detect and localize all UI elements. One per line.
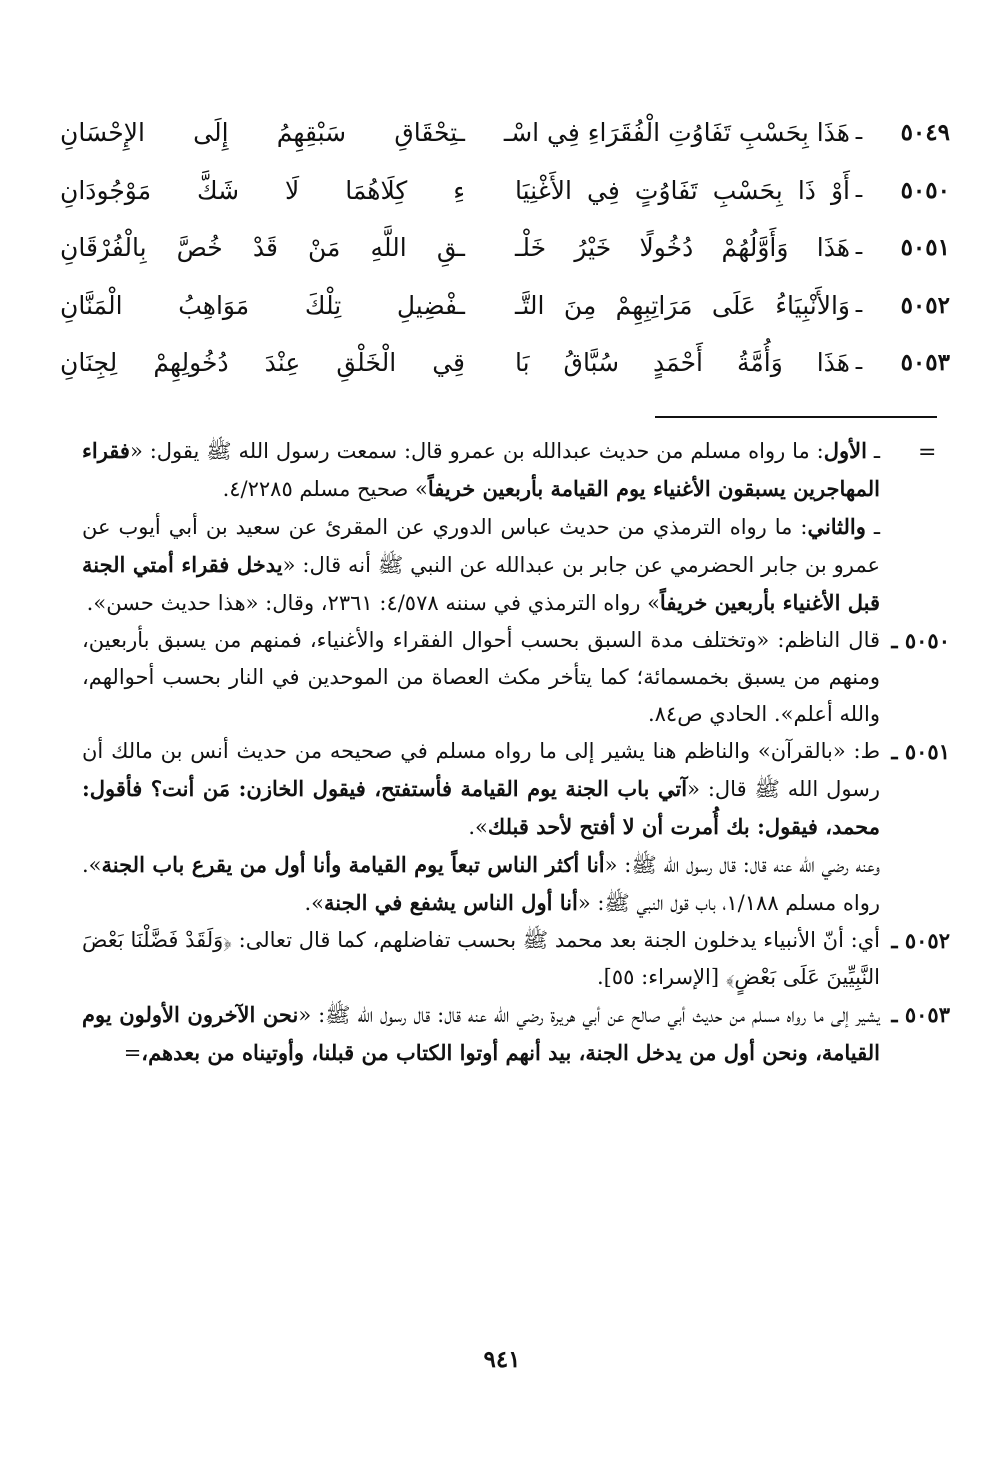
bold-text-segment: يدخل فقراء أمتي الجنة قبل الأغنياء بأربعين خريفاً [82,552,880,615]
footnote [82,733,950,922]
verse-number: ٥٠٥٠ [900,176,950,204]
verse-line [60,219,950,277]
footnote-body [82,432,880,622]
verse-dash: ـ [855,292,863,318]
bold-text-segment: الأول [823,438,867,463]
verse-line [60,104,950,162]
footnote-body [82,996,880,1072]
bold-text-segment: والثاني [807,514,866,539]
footnote-number: ٥٠٥٢ ـ [891,928,950,953]
text-segment: قال الناظم: «وتختلف مدة السبق بحسب أحوال الفقراء والأغنياء، فمنهم من يسبق بأربعين، ومنهم من يسبق بخمسمائة؛ كما يتأخر مكث العصاة من الموحدين في النار بحسب أحوالهم، والله أعلم». الحادي ص٨٤. [82,628,880,726]
verse-first-hemistich: هَذَا وَأُمَّةُ أَحْمَدٍ سُبَّاقُ بَا [515,348,850,378]
text-segment: ـ [865,515,881,539]
footnote-body [82,733,880,922]
verse-line [60,162,950,220]
bold-text-segment: أنا أكثر الناس تبعاً يوم القيامة وأنا أول من يقرع باب الجنة [101,852,605,877]
footnote-number: ٥٠٥٠ ـ [891,628,950,653]
footnote-number: ٥٠٥١ ـ [891,739,950,764]
text-segment: ». [468,815,488,839]
verse-first-hemistich: هَذَا وَأَوَّلُهُمْ دُخُولًا خَيْرُ خَلْـ [515,233,850,263]
footnote [82,996,950,1072]
footnote-number: ٥٠٥٣ ـ [891,1002,950,1027]
text-segment: أي: أنّ الأنبياء يدخلون الجنة بعد محمد ﷺ بحسب تفاضلهم، كما قال تعالى: ﴿وَلَقَدْ فَضَّلْنَا بَعْضَ النَّبِيِّينَ عَلَى بَعْضٍ﴾ [الإسراء: ٥٥]. [82,928,880,989]
bold-text-segment: أنا أول الناس يشفع في الجنة [324,890,578,915]
verse-dash: ـ [855,120,863,146]
text-segment: : ما رواه مسلم من حديث عبدالله بن عمرو قال: سمعت رسول الله ﷺ يقول: « [129,439,824,463]
verse-dash: ـ [855,350,863,376]
footnote-paragraph [82,922,880,996]
verse-number: ٥٠٤٩ [900,119,950,147]
text-segment: ». رواه مسلم ١/١٨٨، باب قول النبي ﷺ: « [82,853,880,915]
footnote-body [82,922,880,996]
verse-number: ٥٠٥١ [900,234,950,262]
text-segment: وعنه رضي الله عنه قال: قال رسول الله ﷺ: « [604,853,881,877]
verse-line [60,277,950,335]
verse-number: ٥٠٥٢ [900,291,950,319]
footnotes [82,432,950,1072]
text-segment: = [123,1041,142,1065]
verse-second-hemistich: ءِ كِلَاهُمَا لَا شَكَّ مَوْجُودَانِ [60,175,465,205]
verse-line [60,334,950,392]
verse-dash: ـ [855,177,863,203]
text-segment: ». [304,891,325,915]
footnote-separator-rule [655,416,937,418]
text-segment: ط: «بالقرآن» والناظم هنا يشير إلى ما رواه مسلم في صحيحه من حديث أنس بن مالك أن رسول الله ﷺ قال: « [82,739,880,801]
footnote-paragraph [82,508,880,622]
footnote-paragraph [82,622,880,733]
footnote-paragraph [82,432,880,508]
verse-number: ٥٠٥٣ [900,349,950,377]
verse-first-hemistich: هَذَا بِحَسْبِ تَفَاوُتِ الْفُقَرَاءِ فِي اسْـ [503,118,850,148]
footnote-paragraph [82,733,880,846]
text-segment: : ما رواه الترمذي من حديث عباس الدوري عن المقرئ عن سعيد بن أبي أيوب عن عمرو بن جابر الحضرمي عن جابر بن عبدالله عن النبي ﷺ أنه قال: « [82,515,880,577]
footnote [82,432,950,622]
footnote [82,922,950,996]
footnote-body [82,622,880,733]
continuation-marker: = [918,440,937,465]
verse-second-hemistich: ـفْضِيلِ تِلْكَ مَوَاهِبُ الْمَنَّانِ [60,290,465,320]
text-segment: ـ [866,439,881,463]
verse-second-hemistich: ـقِ اللَّهِ مَنْ قَدْ خُصَّ بِالْفُرْقَانِ [60,233,465,263]
verse-second-hemistich: ـتِحْقَاقِ سَبْقِهِمُ إِلَى الإِحْسَانِ [60,118,465,148]
text-segment: » رواه الترمذي في سننه ٤/٥٧٨: ٢٣٦١، وقال: «هذا حديث حسن». [86,591,660,615]
verse-dash: ـ [855,235,863,261]
footnote-paragraph [82,996,880,1072]
footnote-paragraph [82,846,880,922]
bold-text-segment: آتي باب الجنة يوم القيامة فأستفتح، فيقول الخازن: مَن أنت؟ فأقول: محمد، فيقول: بك أُمرت أن لا أفتح لأحد قبلك [82,776,880,839]
bold-text-segment: نحن الآخرون الأولون يوم القيامة، ونحن أول من يدخل الجنة، بيد أنهم أوتوا الكتاب من قبلنا، وأوتيناه من بعدهم، [82,1002,880,1065]
footnote [82,622,950,733]
verse-second-hemistich: قِي الْخَلْقِ عِنْدَ دُخُولِهِمْ لِجِنَانِ [60,348,465,378]
text-segment: » صحيح مسلم ٤/٢٢٨٥. [222,477,428,501]
footnote-number [880,432,950,622]
bold-text-segment: فقراء المهاجرين يسبقون الأغنياء يوم القيامة بأربعين خريفاً [82,438,880,501]
poem-verses [60,104,950,392]
verse-first-hemistich: وَالأَنْبِيَاءُ عَلَى مَرَاتِبِهِمْ مِنَ التَّـ [515,290,850,320]
text-segment: يشير إلى ما رواه مسلم من حديث أبي صالح عن أبي هريرة رضي الله عنه قال: قال رسول الله ﷺ: « [298,1003,880,1027]
page-number: ٩٤١ [483,1346,521,1373]
verse-first-hemistich: أَوْ ذَا بِحَسْبِ تَفَاوُتٍ فِي الأَغْنِيَا [515,175,850,205]
